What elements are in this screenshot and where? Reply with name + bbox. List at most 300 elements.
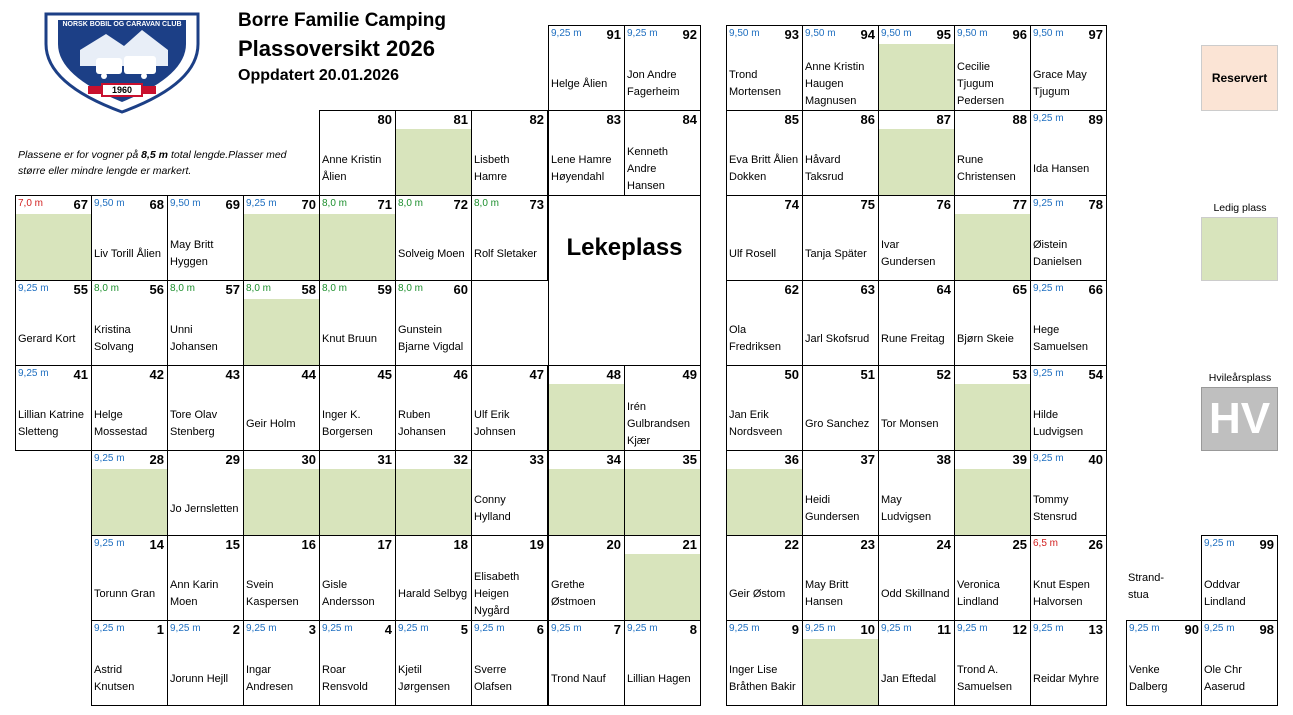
plot-90 (1126, 620, 1203, 706)
plot-length: 9,25 m (94, 538, 125, 549)
plot-length: 8,0 m (170, 283, 196, 294)
plot-length: 8,0 m (398, 283, 424, 294)
plot-holder-name: Gro Sanchez (805, 417, 870, 430)
plot-number: 17 (377, 537, 392, 552)
plot-94 (802, 25, 879, 111)
plot-number: 3 (308, 622, 316, 637)
plot-length: 9,25 m (551, 623, 582, 634)
plot-23 (802, 535, 879, 621)
plot-76 (878, 195, 955, 281)
plot-67 (15, 195, 92, 281)
free-plot-fill (549, 384, 624, 450)
plot-number: 71 (377, 197, 392, 212)
plot-26 (1030, 535, 1107, 621)
plot-62 (726, 280, 803, 366)
note-emph: 8,5 m (141, 149, 169, 161)
free-plot-fill (92, 469, 167, 535)
plot-holder-name: Odd Skillnand (881, 587, 950, 600)
plot-25 (954, 535, 1031, 621)
plot-29 (167, 450, 244, 536)
plot-57 (167, 280, 244, 366)
plot-47 (471, 365, 548, 451)
plot-number: 8 (689, 622, 697, 637)
plot-length: 6,5 m (1033, 538, 1059, 549)
plot-16 (243, 535, 320, 621)
plot-holder-name: Roar Rensvold (322, 664, 368, 693)
plot-number: 28 (149, 452, 164, 467)
plot-length: 9,50 m (805, 28, 836, 39)
plot-length: 9,25 m (322, 623, 353, 634)
plot-holder-name: Tore Olav Stenberg (170, 409, 218, 438)
plot-length: 9,25 m (1129, 623, 1160, 634)
plot-95 (878, 25, 955, 111)
plot-86 (802, 110, 879, 196)
plot-80 (319, 110, 396, 196)
plot-holder-name: Trond Nauf (551, 672, 606, 685)
plot-97 (1030, 25, 1107, 111)
plot-24 (878, 535, 955, 621)
plot-number: 6 (536, 622, 544, 637)
plot-holder-name: Ulf Rosell (729, 247, 777, 260)
plot-60 (395, 280, 472, 366)
plot-holder-name: Inger Lise Bråthen Bakir (729, 664, 796, 693)
plot-4 (319, 620, 396, 706)
plot-number: 58 (301, 282, 316, 297)
plot-number: 60 (453, 282, 468, 297)
plot-number: 62 (784, 282, 799, 297)
plot-holder-name: Ulf Erik Johnsen (474, 409, 516, 438)
free-plot-fill (549, 469, 624, 535)
plot-9 (726, 620, 803, 706)
plot-holder-name: Cecilie Tjugum Pedersen (957, 60, 1005, 107)
plot-83 (548, 110, 625, 196)
plot-43 (167, 365, 244, 451)
plot-number: 12 (1012, 622, 1027, 637)
plot-41 (15, 365, 92, 451)
plot-number: 70 (301, 197, 316, 212)
plot-number: 22 (784, 537, 799, 552)
plot-number: 53 (1012, 367, 1027, 382)
plot-number: 37 (860, 452, 875, 467)
plot-holder-name: Bjørn Skeie (957, 332, 1014, 345)
plot-51 (802, 365, 879, 451)
plot-length: 9,50 m (170, 198, 201, 209)
plot-holder-name: Anne Kristin Haugen Magnusen (805, 60, 865, 107)
plot-number: 74 (784, 197, 799, 212)
plot-number: 68 (149, 197, 164, 212)
plot-length: 9,25 m (627, 623, 658, 634)
plot-number: 84 (682, 112, 697, 127)
plot-length: 9,25 m (1033, 283, 1064, 294)
plot-holder-name: Sverre Olafsen (474, 664, 512, 693)
note-part2: total lengde.Plasser med større eller mindre lengde er markert. (18, 149, 287, 177)
plot-33 (471, 450, 548, 536)
plot-holder-name: Tommy Stensrud (1033, 494, 1078, 523)
free-plot-fill (955, 469, 1030, 535)
plot-length: 9,25 m (18, 283, 49, 294)
plot-number: 24 (936, 537, 951, 552)
plot-number: 18 (453, 537, 468, 552)
plot-holder-name: Anne Kristin Ålien (322, 154, 382, 183)
plot-85 (726, 110, 803, 196)
plot-length: 9,25 m (94, 623, 125, 634)
plot-3 (243, 620, 320, 706)
plot-length: 9,25 m (805, 623, 836, 634)
plot-34 (548, 450, 625, 536)
plot-holder-name: Grace May Tjugum (1033, 69, 1087, 98)
length-note (18, 147, 308, 179)
club-logo (44, 10, 200, 114)
plot-18 (395, 535, 472, 621)
plot-number: 66 (1088, 282, 1103, 297)
legend-rest-swatch: HV (1201, 387, 1278, 451)
plot-48 (548, 365, 625, 451)
plot-length: 8,0 m (322, 198, 348, 209)
plot-holder-name: Venke Dalberg (1129, 664, 1168, 693)
strandstua-label: Strand- stua (1128, 572, 1165, 601)
plot-28 (91, 450, 168, 536)
plot-length: 9,25 m (627, 28, 658, 39)
free-plot-fill (955, 214, 1030, 280)
plot-holder-name: Knut Bruun (322, 332, 378, 345)
plot-holder-name: Ingar Andresen (246, 664, 294, 693)
plot-length: 9,25 m (1033, 113, 1064, 124)
plot-number: 52 (936, 367, 951, 382)
plot-length: 9,25 m (551, 28, 582, 39)
plot-holder-name: Torunn Gran (94, 587, 156, 600)
plot-number: 29 (225, 452, 240, 467)
plot-number: 88 (1012, 112, 1027, 127)
plot-number: 86 (860, 112, 875, 127)
plot-number: 94 (860, 27, 875, 42)
plot-length: 9,25 m (246, 623, 277, 634)
plot-holder-name: Håvard Taksrud (805, 154, 844, 183)
plot-72 (395, 195, 472, 281)
plot-2 (167, 620, 244, 706)
plot-35 (624, 450, 701, 536)
plot-46 (395, 365, 472, 451)
plot-45 (319, 365, 396, 451)
free-plot-fill (879, 44, 954, 110)
plot-holder-name: Ivar Gundersen (881, 239, 936, 268)
legend-free-swatch (1201, 217, 1278, 281)
plot-68 (91, 195, 168, 281)
free-plot-fill (955, 384, 1030, 450)
plot-holder-name: Hilde Ludvigsen (1033, 409, 1084, 438)
plot-44 (243, 365, 320, 451)
free-plot-fill (396, 469, 471, 535)
plot-number: 99 (1259, 537, 1274, 552)
plot-number: 33 (529, 452, 544, 467)
plot-number: 38 (936, 452, 951, 467)
plot-holder-name: Lisbeth Hamre (474, 154, 510, 183)
plot-holder-name: May Ludvigsen (881, 494, 932, 523)
plot-length: 9,25 m (957, 623, 988, 634)
plot-number: 98 (1259, 622, 1274, 637)
plot-5 (395, 620, 472, 706)
plot-holder-name: Ann Karin Moen (170, 579, 219, 608)
plot-length: 9,25 m (1033, 198, 1064, 209)
plot-98 (1201, 620, 1278, 706)
plot-number: 67 (73, 197, 88, 212)
plot-49 (624, 365, 701, 451)
plot-65 (954, 280, 1031, 366)
plot-holder-name: Gerard Kort (18, 332, 76, 345)
plot-number: 69 (225, 197, 240, 212)
plot-14 (91, 535, 168, 621)
plot-number: 81 (453, 112, 468, 127)
note-part1: Plassene er for vogner på (18, 149, 139, 161)
plot-56 (91, 280, 168, 366)
logo-year: 1960 (111, 85, 133, 95)
plot-holder-name: Eva Britt Ålien Dokken (729, 154, 799, 183)
plot-number: 80 (377, 112, 392, 127)
plot-64 (878, 280, 955, 366)
plot-holder-name: Astrid Knutsen (94, 664, 135, 693)
empty-cell (471, 280, 549, 366)
updated-date: Oppdatert 20.01.2026 (238, 67, 399, 84)
plot-length: 9,25 m (398, 623, 429, 634)
plot-73 (471, 195, 548, 281)
plot-87 (878, 110, 955, 196)
plot-number: 9 (791, 622, 799, 637)
page-title: Plassoversikt 2026 (238, 36, 435, 61)
plot-77 (954, 195, 1031, 281)
plot-number: 2 (232, 622, 240, 637)
plot-holder-name: Harald Selbyg (398, 587, 468, 600)
plot-82 (471, 110, 548, 196)
plot-number: 96 (1012, 27, 1027, 42)
plot-length: 9,25 m (18, 368, 49, 379)
plot-number: 7 (613, 622, 621, 637)
plot-19 (471, 535, 548, 621)
plot-93 (726, 25, 803, 111)
free-plot-fill (244, 214, 319, 280)
plot-88 (954, 110, 1031, 196)
plot-holder-name: Geir Østom (729, 587, 786, 600)
plot-length: 9,50 m (957, 28, 988, 39)
plot-number: 87 (936, 112, 951, 127)
plot-22 (726, 535, 803, 621)
plot-13 (1030, 620, 1107, 706)
free-plot-fill (879, 129, 954, 195)
plot-17 (319, 535, 396, 621)
playground-area (548, 195, 701, 366)
plot-8 (624, 620, 701, 706)
plot-holder-name: Tor Monsen (881, 417, 939, 430)
plot-holder-name: Ruben Johansen (398, 409, 446, 438)
plot-number: 63 (860, 282, 875, 297)
plot-36 (726, 450, 803, 536)
plot-holder-name: Jan Erik Nordsveen (729, 409, 783, 438)
plot-holder-name: May Britt Hyggen (170, 239, 214, 268)
plot-holder-name: Oddvar Lindland (1204, 579, 1246, 608)
plot-number: 90 (1184, 622, 1199, 637)
plot-holder-name: Lene Hamre Høyendahl (551, 154, 612, 183)
plot-75 (802, 195, 879, 281)
plot-number: 23 (860, 537, 875, 552)
plot-number: 54 (1088, 367, 1103, 382)
plot-holder-name: Veronica Lindland (957, 579, 1000, 608)
plot-holder-name: Lillian Katrine Sletteng (18, 409, 85, 438)
plot-number: 91 (606, 27, 621, 42)
plot-length: 8,0 m (246, 283, 272, 294)
plot-1 (91, 620, 168, 706)
plot-53 (954, 365, 1031, 451)
free-plot-fill (320, 214, 395, 280)
plot-number: 82 (529, 112, 544, 127)
plot-number: 1 (156, 622, 164, 637)
plot-number: 93 (784, 27, 799, 42)
plot-holder-name: Reidar Myhre (1033, 672, 1100, 685)
plot-number: 36 (784, 452, 799, 467)
plot-number: 72 (453, 197, 468, 212)
plot-number: 49 (682, 367, 697, 382)
plot-number: 85 (784, 112, 799, 127)
plot-70 (243, 195, 320, 281)
plot-number: 45 (377, 367, 392, 382)
plot-number: 31 (377, 452, 392, 467)
plot-number: 59 (377, 282, 392, 297)
plot-holder-name: Kenneth Andre Hansen (627, 145, 668, 192)
plot-21 (624, 535, 701, 621)
plot-59 (319, 280, 396, 366)
plot-holder-name: Trond A. Samuelsen (957, 664, 1013, 693)
plot-number: 11 (937, 622, 951, 637)
plot-length: 9,25 m (1033, 623, 1064, 634)
plot-holder-name: Rolf Sletaker (474, 247, 537, 260)
plot-number: 44 (301, 367, 316, 382)
playground-label: Lekeplass (566, 234, 683, 261)
plot-number: 65 (1012, 282, 1027, 297)
plot-holder-name: Kjetil Jørgensen (398, 664, 450, 693)
plot-holder-name: Jorunn Hejll (170, 672, 229, 685)
plot-66 (1030, 280, 1107, 366)
plot-11 (878, 620, 955, 706)
free-plot-fill (803, 639, 878, 705)
plot-91 (548, 25, 625, 111)
plot-78 (1030, 195, 1107, 281)
plot-holder-name: Geir Holm (246, 417, 296, 430)
legend-rest-label: Hvileårsplass (1208, 372, 1272, 384)
plot-number: 21 (682, 537, 697, 552)
plot-number: 78 (1088, 197, 1103, 212)
plot-20 (548, 535, 625, 621)
plot-92 (624, 25, 701, 111)
plot-holder-name: Øistein Danielsen (1033, 239, 1082, 268)
plot-holder-name: Helge Mossestad (94, 409, 148, 438)
plot-number: 95 (936, 27, 951, 42)
plot-number: 5 (460, 622, 468, 637)
plot-54 (1030, 365, 1107, 451)
plot-holder-name: Heidi Gundersen (805, 494, 860, 523)
plot-30 (243, 450, 320, 536)
plot-number: 50 (784, 367, 799, 382)
plot-number: 34 (606, 452, 621, 467)
plot-holder-name: Helge Ålien (551, 77, 608, 90)
plot-holder-name: Rune Freitag (881, 332, 945, 345)
plot-length: 8,0 m (94, 283, 120, 294)
plot-number: 97 (1088, 27, 1103, 42)
logo-text: NORSK BOBIL OG CARAVAN CLUB (62, 21, 182, 28)
plot-length: 9,25 m (94, 453, 125, 464)
free-plot-fill (244, 469, 319, 535)
legend-free-label: Ledig plass (1213, 202, 1267, 214)
plot-holder-name: Lillian Hagen (627, 672, 691, 685)
plot-81 (395, 110, 472, 196)
plot-37 (802, 450, 879, 536)
plot-84 (624, 110, 701, 196)
plot-52 (878, 365, 955, 451)
plot-holder-name: Rune Christensen (957, 154, 1016, 183)
plot-holder-name: Solveig Moen (398, 247, 465, 260)
plot-holder-name: Elisabeth Heigen Nygård (474, 570, 520, 617)
plot-96 (954, 25, 1031, 111)
plot-length: 9,50 m (94, 198, 125, 209)
plot-50 (726, 365, 803, 451)
plot-32 (395, 450, 472, 536)
plot-holder-name: Hege Samuelsen (1033, 324, 1089, 353)
plot-length: 7,0 m (18, 198, 44, 209)
plot-holder-name: Jo Jernsletten (170, 502, 239, 515)
plot-number: 47 (529, 367, 544, 382)
plot-number: 10 (860, 622, 875, 637)
plot-length: 9,25 m (1033, 453, 1064, 464)
legend-reserved: Reservert (1201, 45, 1278, 111)
free-plot-fill (16, 214, 91, 280)
plot-holder-name: Gunstein Bjarne Vigdal (398, 324, 464, 353)
plot-holder-name: Liv Torill Ålien (94, 247, 162, 260)
plot-number: 51 (860, 367, 875, 382)
plot-holder-name: Knut Espen Halvorsen (1033, 579, 1090, 608)
plot-length: 9,25 m (1033, 368, 1064, 379)
plot-holder-name: Jon Andre Fagerheim (627, 69, 680, 98)
plot-number: 89 (1088, 112, 1103, 127)
free-plot-fill (396, 129, 471, 195)
free-plot-fill (727, 469, 802, 535)
plot-number: 40 (1088, 452, 1103, 467)
plot-89 (1030, 110, 1107, 196)
plot-number: 25 (1012, 537, 1027, 552)
plot-number: 73 (529, 197, 544, 212)
plot-length: 9,25 m (729, 623, 760, 634)
plot-12 (954, 620, 1031, 706)
plot-holder-name: Ola Fredriksen (729, 324, 781, 353)
plot-holder-name: Inger K. Borgersen (322, 409, 373, 438)
plot-number: 26 (1088, 537, 1103, 552)
plot-length: 9,25 m (1204, 538, 1235, 549)
plot-55 (15, 280, 92, 366)
plot-42 (91, 365, 168, 451)
plot-number: 55 (73, 282, 88, 297)
plot-length: 9,25 m (1204, 623, 1235, 634)
plot-length: 9,25 m (881, 623, 912, 634)
plot-number: 75 (860, 197, 875, 212)
plot-holder-name: Svein Kaspersen (246, 579, 299, 608)
plot-number: 41 (73, 367, 88, 382)
plot-holder-name: Gisle Andersson (322, 579, 375, 608)
plot-39 (954, 450, 1031, 536)
plot-99 (1201, 535, 1278, 621)
free-plot-fill (625, 554, 700, 620)
plot-15 (167, 535, 244, 621)
free-plot-fill (625, 469, 700, 535)
plot-40 (1030, 450, 1107, 536)
plot-number: 42 (149, 367, 164, 382)
plot-number: 57 (225, 282, 240, 297)
plot-number: 64 (936, 282, 951, 297)
plot-number: 32 (453, 452, 468, 467)
